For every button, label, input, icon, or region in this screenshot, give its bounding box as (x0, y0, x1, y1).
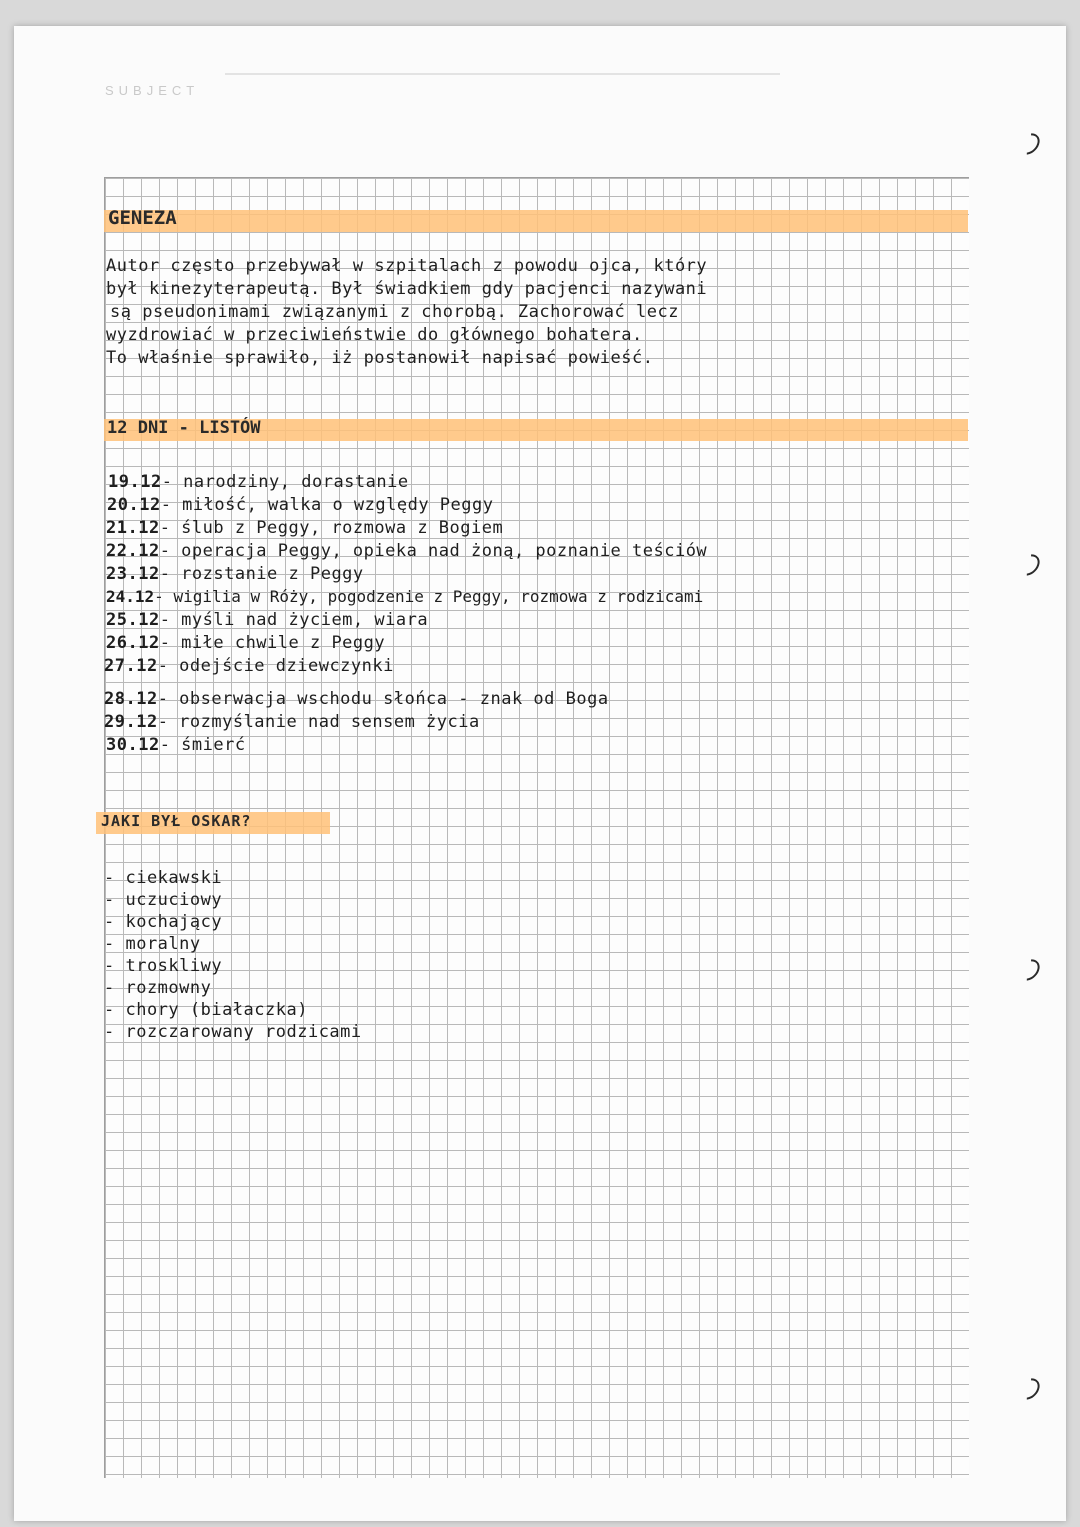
dni-entry (106, 735, 246, 755)
entry-text: - rozmyślanie nad sensem życia (157, 712, 480, 732)
entry-date: 20.12 (107, 495, 161, 515)
dni-entry (106, 610, 428, 630)
dni-entry (106, 541, 707, 561)
geneza-line: Autor często przebywał w szpitalach z powodu ojca, który (106, 256, 708, 276)
entry-date: 24.12 (106, 587, 155, 606)
entry-date: 23.12 (106, 564, 160, 584)
subject-line (225, 73, 780, 75)
trait-item: - chory (białaczka) (104, 1000, 308, 1020)
subject-label: SUBJECT (105, 83, 200, 98)
entry-date: 27.12 (104, 656, 158, 676)
geneza-line: To właśnie sprawiło, iż postanowił napisać powieść. (106, 348, 654, 368)
geneza-line: są pseudonimami związanymi z chorobą. Zachorować lecz (110, 302, 679, 322)
dni-entry (106, 633, 385, 653)
dni-entry (108, 472, 409, 492)
heading-highlight (104, 210, 968, 232)
trait-item: - uczuciowy (104, 890, 223, 910)
entry-date: 19.12 (108, 472, 162, 492)
dni-entry (104, 689, 609, 709)
trait-item: - kochający (104, 912, 223, 932)
entry-text: - operacja Peggy, opieka nad żoną, poznanie teściów (159, 541, 708, 561)
entry-date: 22.12 (106, 541, 160, 561)
entry-text: - narodziny, dorastanie (161, 472, 409, 492)
entry-text: - wigilia w Róży, pogodzenie z Peggy, rozmowa z rodzicami (154, 587, 704, 606)
entry-text: - myśli nad życiem, wiara (159, 610, 429, 630)
trait-item: - ciekawski (104, 868, 223, 888)
dni-entry (106, 518, 503, 538)
entry-text: - śmierć (159, 735, 246, 755)
entry-text: - rozstanie z Peggy (159, 564, 364, 584)
entry-text: - miłe chwile z Peggy (159, 633, 386, 653)
geneza-line: wyzdrowiać w przeciwieństwie do głównego bohatera. (106, 325, 643, 345)
entry-date: 28.12 (104, 689, 158, 709)
entry-text: - odejście dziewczynki (157, 656, 394, 676)
entry-text: - ślub z Peggy, rozmowa z Bogiem (159, 518, 504, 538)
trait-item: - rozczarowany rodzicami (104, 1022, 362, 1042)
dni-entry (104, 656, 394, 676)
dni-entry (106, 587, 703, 606)
entry-date: 29.12 (104, 712, 158, 732)
dni-entry (104, 712, 480, 732)
trait-item: - troskliwy (104, 956, 223, 976)
dni-entry (106, 564, 364, 584)
entry-text: - miłość, walka o względy Peggy (160, 495, 494, 515)
trait-item: - rozmowny (104, 978, 212, 998)
dni-entry (107, 495, 493, 515)
entry-date: 25.12 (106, 610, 160, 630)
trait-item: - moralny (104, 934, 201, 954)
dni-heading: 12 DNI - LISTÓW (107, 418, 261, 438)
geneza-line: był kinezyterapeutą. Był świadkiem gdy pacjenci nazywani (106, 279, 708, 299)
oskar-heading: JAKI BYŁ OSKAR? (101, 812, 252, 830)
geneza-heading: GENEZA (108, 207, 177, 229)
entry-date: 30.12 (106, 735, 160, 755)
entry-date: 26.12 (106, 633, 160, 653)
entry-text: - obserwacja wschodu słońca - znak od Boga (157, 689, 609, 709)
entry-date: 21.12 (106, 518, 160, 538)
